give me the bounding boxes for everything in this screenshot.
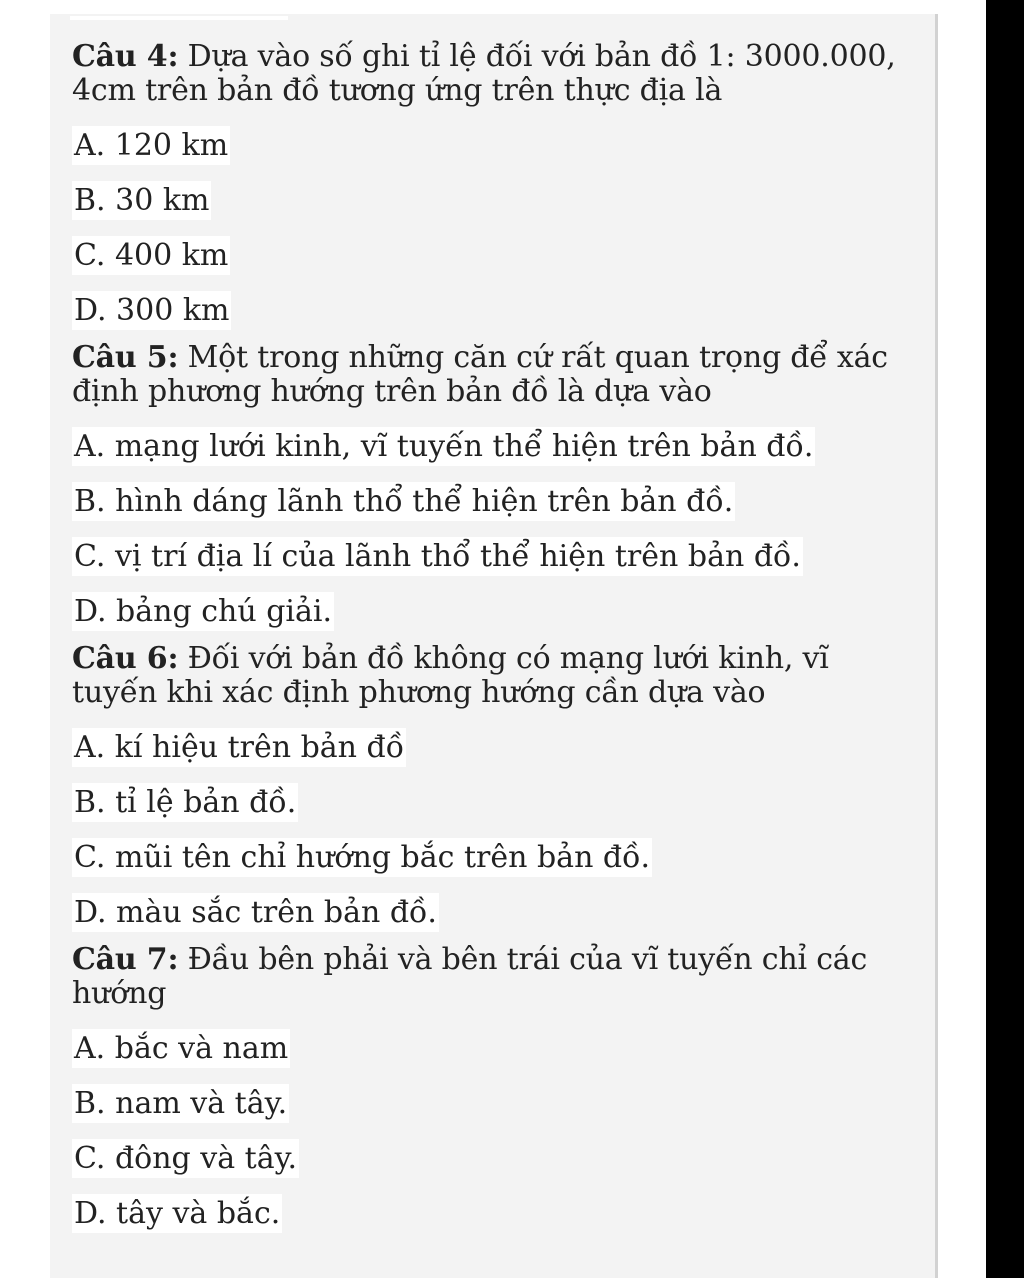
answer-option-b[interactable]: B. 30 km — [74, 183, 210, 218]
answer-option-c[interactable]: C. mũi tên chỉ hướng bắc trên bản đồ. — [74, 840, 651, 875]
panel-top-divider — [70, 16, 288, 20]
quiz-content — [72, 40, 918, 1241]
answer-option-a[interactable]: A. 120 km — [74, 128, 229, 163]
question-5 — [72, 341, 918, 639]
question-body: Đầu bên phải và bên trái của vĩ tuyến chỉ các hướng — [72, 942, 868, 1011]
answer-option-a[interactable]: A. mạng lưới kinh, vĩ tuyến thể hiện trên bản đồ. — [74, 429, 814, 464]
answer-option-c[interactable]: C. vị trí địa lí của lãnh thổ thể hiện trên bản đồ. — [74, 539, 801, 574]
black-edge-strip — [986, 0, 1024, 1278]
right-margin — [938, 0, 986, 1278]
answer-option-d[interactable]: D. 300 km — [74, 293, 230, 328]
question-label: Câu 4: — [72, 39, 179, 74]
question-label: Câu 7: — [72, 942, 179, 977]
answer-option-a[interactable]: A. bắc và nam — [74, 1031, 289, 1066]
question-4 — [72, 40, 918, 338]
question-body: Đối với bản đồ không có mạng lưới kinh, vĩ tuyến khi xác định phương hướng cần dựa vào — [72, 641, 829, 710]
question-text — [72, 943, 918, 1011]
question-label: Câu 6: — [72, 641, 179, 676]
question-text — [72, 341, 918, 409]
question-label: Câu 5: — [72, 340, 179, 375]
answer-option-a[interactable]: A. kí hiệu trên bản đồ — [74, 730, 405, 765]
question-6 — [72, 642, 918, 940]
answer-option-b[interactable]: B. hình dáng lãnh thổ thể hiện trên bản đồ. — [74, 484, 734, 519]
question-text — [72, 642, 918, 710]
answer-option-c[interactable]: C. đông và tây. — [74, 1141, 298, 1176]
answer-option-b[interactable]: B. nam và tây. — [74, 1086, 288, 1121]
question-body: Dựa vào số ghi tỉ lệ đối với bản đồ 1: 3000.000, 4cm trên bản đồ tương ứng trên thực địa là — [72, 39, 896, 108]
answer-option-c[interactable]: C. 400 km — [74, 238, 229, 273]
answer-option-b[interactable]: B. tỉ lệ bản đồ. — [74, 785, 297, 820]
answer-option-d[interactable]: D. màu sắc trên bản đồ. — [74, 895, 437, 930]
question-7 — [72, 943, 918, 1241]
answer-option-d[interactable]: D. bảng chú giải. — [74, 594, 333, 629]
question-body: Một trong những căn cứ rất quan trọng để xác định phương hướng trên bản đồ là dựa vào — [72, 340, 888, 409]
answer-option-d[interactable]: D. tây và bắc. — [74, 1196, 281, 1231]
question-text — [72, 40, 918, 108]
